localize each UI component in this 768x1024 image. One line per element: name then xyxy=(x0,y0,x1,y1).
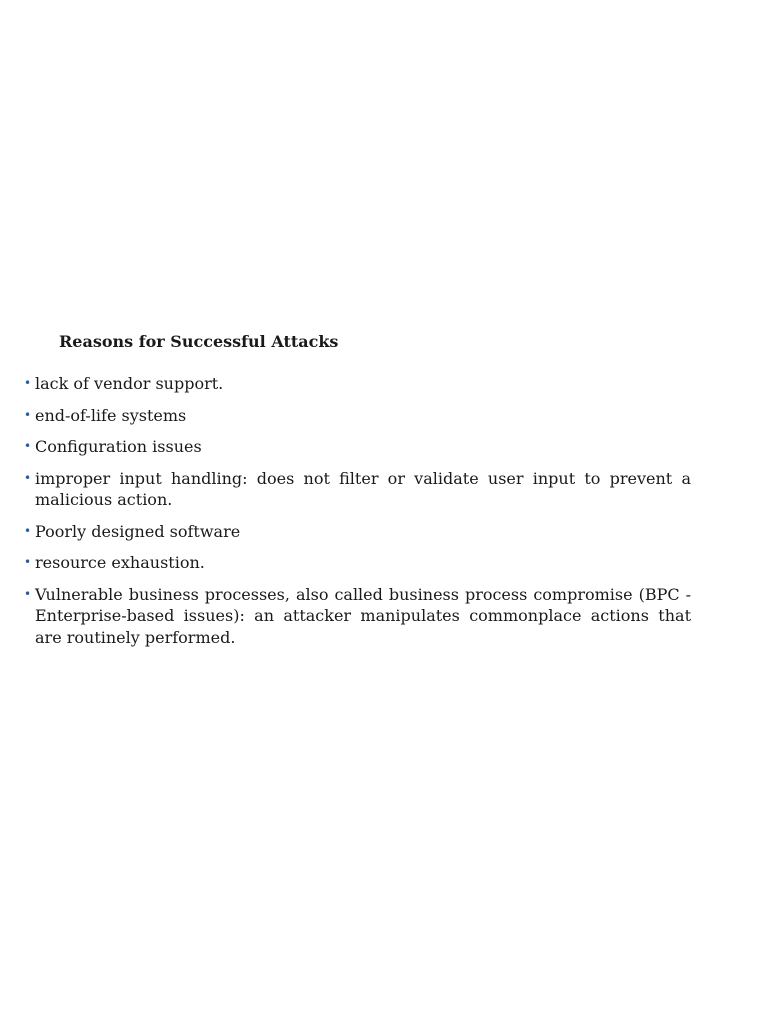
bullet-icon: • xyxy=(24,523,32,538)
bullet-icon: • xyxy=(24,586,32,601)
bullet-icon: • xyxy=(24,555,32,569)
list-item xyxy=(24,468,691,511)
list-item xyxy=(24,521,691,543)
bullet-icon: • xyxy=(24,407,32,422)
list-item-text: Configuration issues xyxy=(35,437,202,456)
bullet-list xyxy=(24,373,691,658)
bullet-icon: • xyxy=(24,376,32,390)
list-item xyxy=(24,584,691,649)
bullet-icon: • xyxy=(24,470,32,485)
list-item-text: lack of vendor support. xyxy=(35,374,224,393)
list-item-text: Poorly designed software xyxy=(35,521,241,541)
list-item-text: Vulnerable business processes, also called business process compromise (BPC - Enterprise-based issues): an attacker manipulates commonplace actions that are routinely performed. xyxy=(35,584,691,647)
list-item-text: improper input handling: does not filter or validate user input to prevent a malicious action. xyxy=(35,468,691,509)
slide-heading: Reasons for Successful Attacks xyxy=(59,332,339,351)
list-item xyxy=(24,552,691,574)
bullet-icon: • xyxy=(24,439,32,453)
list-item-text: end-of-life systems xyxy=(35,405,187,425)
list-item xyxy=(24,373,691,395)
list-item xyxy=(24,405,691,427)
list-item xyxy=(24,436,691,458)
list-item-text: resource exhaustion. xyxy=(35,553,205,572)
